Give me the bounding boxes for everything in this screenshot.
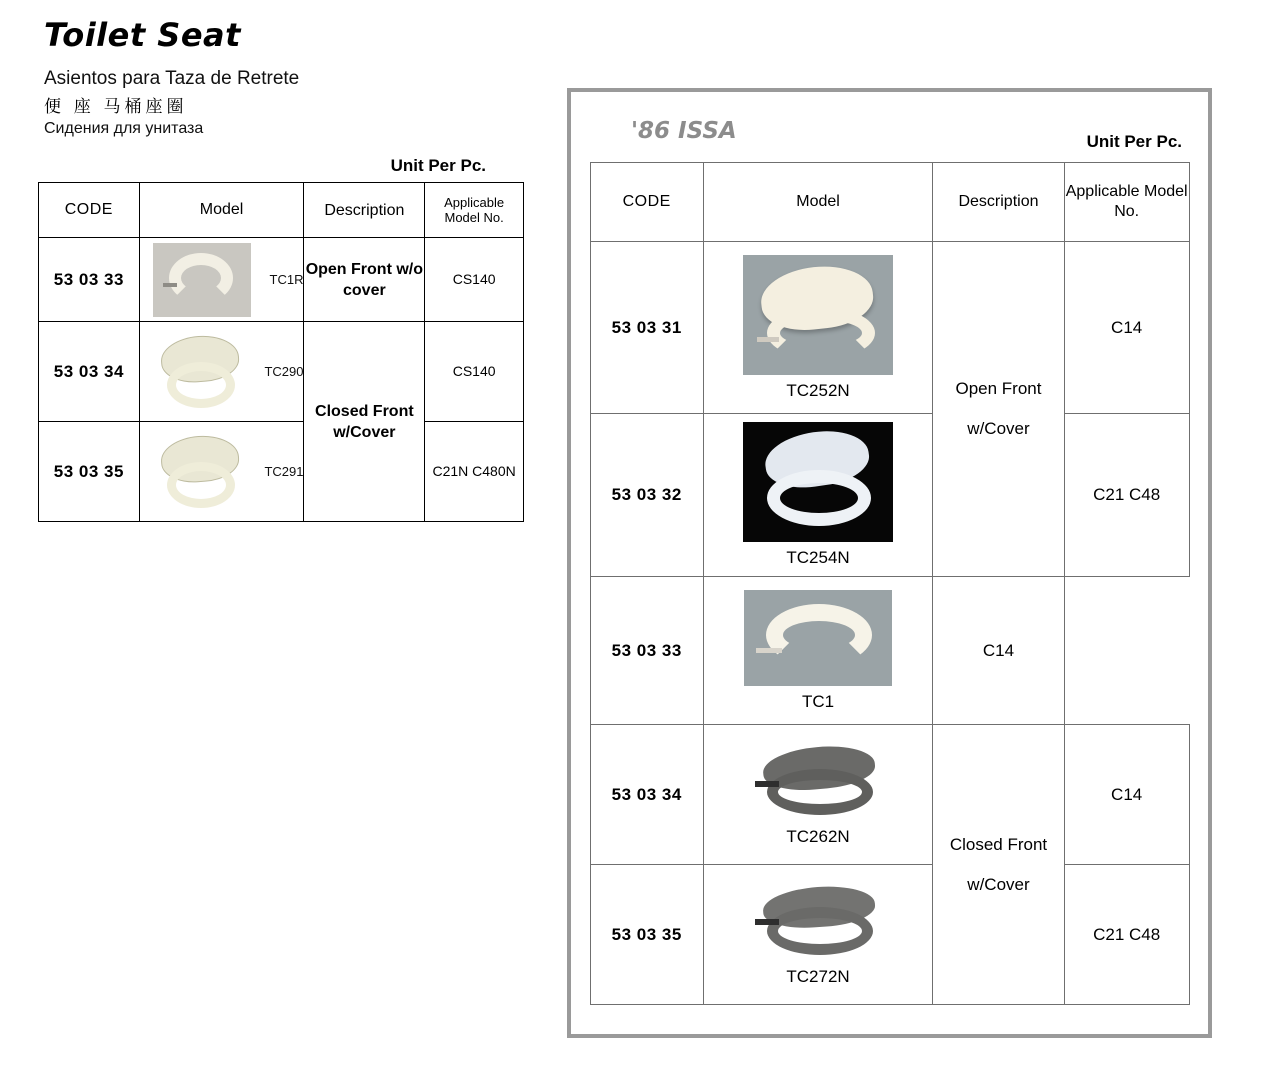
applicable-model: C14 — [1064, 725, 1189, 865]
header-description: Description — [304, 183, 425, 238]
table-row — [39, 422, 524, 522]
applicable-model: C21 C48 — [1064, 414, 1189, 577]
product-description: Closed Front w/Cover — [933, 725, 1065, 1005]
applicable-model: C14 — [933, 577, 1065, 725]
applicable-model: CS140 — [425, 238, 524, 322]
model-illustration-wrap — [140, 432, 304, 512]
applicable-model: C21N C480N — [425, 422, 524, 522]
table-row — [590, 242, 1189, 414]
product-image-cell — [703, 242, 932, 414]
toilet-seat-open-front-icon — [744, 590, 892, 686]
model-label: TC254N — [786, 548, 850, 567]
toilet-seat-open-front-cover-icon — [743, 255, 893, 375]
product-code: 53 03 32 — [590, 414, 703, 577]
product-image-cell — [703, 865, 932, 1005]
applicable-model: C14 — [1064, 242, 1189, 414]
product-description: Open Front w/o cover — [304, 238, 425, 322]
header-code: CODE — [590, 163, 703, 242]
header-model: Model — [139, 183, 304, 238]
toilet-seat-closed-front-icon — [153, 432, 245, 512]
subtitle-spanish: Asientos para Taza de Retrete — [44, 68, 300, 89]
left-product-table — [38, 182, 524, 522]
subtitle-russian: Сидения для унитаза — [44, 120, 204, 137]
header-applicable-model: Applicable Model No. — [1064, 163, 1189, 242]
product-image-cell — [703, 725, 932, 865]
header-description: Description — [933, 163, 1065, 242]
product-code: 53 03 34 — [590, 725, 703, 865]
header-code: CODE — [39, 183, 140, 238]
model-label: TC1 — [801, 691, 835, 711]
toilet-seat-closed-front-icon — [153, 332, 245, 412]
table-row — [39, 322, 524, 422]
toilet-seat-closed-front-cover-icon — [743, 743, 893, 821]
page-title: Toilet Seat — [44, 16, 241, 54]
table-header-row — [39, 183, 524, 238]
applicable-model: C21 C48 — [1064, 865, 1189, 1005]
model-label: TC291 — [264, 464, 304, 479]
table-row — [590, 865, 1189, 1005]
model-label: TC252N — [786, 380, 850, 400]
product-image-cell — [703, 414, 932, 577]
model-illustration-wrap — [140, 332, 304, 412]
table-row — [590, 577, 1189, 725]
header-model: Model — [703, 163, 932, 242]
table-row — [39, 238, 524, 322]
applicable-model: CS140 — [425, 322, 524, 422]
toilet-seat-closed-front-cover-icon — [743, 883, 893, 961]
product-code: 53 03 35 — [39, 422, 140, 522]
issa-catalog-panel — [567, 88, 1212, 1038]
model-label: TC1R — [269, 272, 304, 287]
toilet-seat-open-front-icon — [153, 243, 251, 317]
right-product-table — [590, 162, 1190, 1005]
model-illustration-wrap — [140, 243, 304, 317]
product-image-cell — [139, 422, 304, 522]
model-label: TC262N — [786, 826, 850, 846]
model-label: TC290 — [264, 364, 304, 379]
table-row — [590, 414, 1189, 577]
product-description: Open Front w/Cover — [933, 242, 1065, 577]
model-label: TC272N — [786, 966, 850, 986]
product-image-cell — [139, 238, 304, 322]
toilet-seat-cover-dark-bg-icon — [743, 422, 893, 542]
subtitle-chinese: 便 座 马桶座圈 — [44, 97, 188, 116]
product-image-cell — [703, 577, 932, 725]
product-code: 53 03 31 — [590, 242, 703, 414]
issa-label: '86 ISSA — [631, 118, 737, 144]
product-code: 53 03 35 — [590, 865, 703, 1005]
left-catalog-panel — [38, 16, 538, 522]
product-image-cell — [139, 322, 304, 422]
table-row — [590, 725, 1189, 865]
product-code: 53 03 34 — [39, 322, 140, 422]
header-applicable-model: Applicable Model No. — [425, 183, 524, 238]
left-unit-label: Unit Per Pc. — [390, 156, 486, 175]
product-code: 53 03 33 — [39, 238, 140, 322]
product-description: Closed Front w/Cover — [304, 322, 425, 522]
product-code: 53 03 33 — [590, 577, 703, 725]
table-header-row — [590, 163, 1189, 242]
right-unit-label: Unit Per Pc. — [1086, 132, 1182, 151]
